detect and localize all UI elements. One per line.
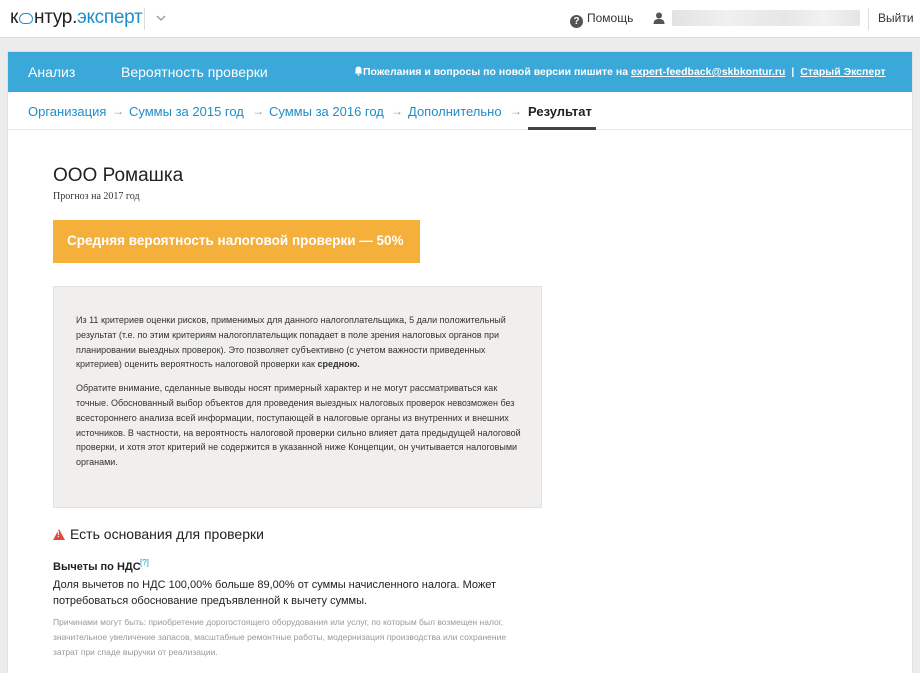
top-bar bbox=[0, 0, 920, 38]
breadcrumb-sums-2016[interactable]: Суммы за 2016 год bbox=[269, 104, 384, 119]
grounds-heading bbox=[53, 526, 264, 542]
main-panel bbox=[8, 52, 912, 673]
breadcrumb-arrow-icon: → bbox=[510, 104, 522, 118]
breadcrumb-result: Результат bbox=[528, 104, 592, 119]
help-label: Помощь bbox=[587, 11, 634, 25]
forecast-year: Прогноз на 2017 год bbox=[53, 191, 140, 202]
info-box bbox=[53, 286, 542, 508]
grounds-title: Есть основания для проверки bbox=[70, 526, 264, 542]
breadcrumb-arrow-icon: → bbox=[112, 104, 124, 118]
info-paragraph bbox=[76, 313, 521, 372]
company-name: ООО Ромашка bbox=[53, 165, 184, 186]
breadcrumb-additional[interactable]: Дополнительно bbox=[408, 104, 502, 119]
divider bbox=[868, 8, 869, 30]
vat-title: Вычеты по НДС bbox=[53, 561, 141, 573]
info-paragraph-emphasis: средною. bbox=[317, 359, 360, 370]
divider bbox=[144, 8, 145, 30]
logo-product: эксперт bbox=[77, 7, 143, 28]
feedback-email-link[interactable]: expert-feedback@skbkontur.ru bbox=[630, 66, 786, 78]
breadcrumb-arrow-icon: → bbox=[252, 104, 264, 118]
vat-help-link[interactable]: [?] bbox=[140, 558, 149, 567]
logo-cloud-icon bbox=[19, 13, 33, 24]
logo-rest: нтур. bbox=[34, 7, 78, 28]
active-step-indicator bbox=[528, 127, 596, 130]
feedback-separator: | bbox=[791, 66, 795, 78]
help-link[interactable] bbox=[570, 11, 633, 28]
breadcrumb bbox=[8, 92, 912, 130]
chevron-down-icon[interactable] bbox=[154, 11, 168, 25]
kontur-expert-logo[interactable] bbox=[10, 7, 142, 29]
question-icon: ? bbox=[570, 15, 583, 28]
user-name-redacted bbox=[672, 10, 860, 26]
vat-description: Доля вычетов по НДС 100,00% больше 89,00% от суммы начисленного налога. Может потребоваться обоснование предъявленной к вычету суммы. bbox=[53, 579, 497, 607]
vat-note: Причинами могут быть: приобретение дорогостоящего оборудования или услуг, по которым был возмещен налог, значительное увеличение запасов, масштабные ремонтные работы, модернизация производства или сохранение затрат при спаде выручки от реализации. bbox=[53, 617, 507, 657]
tab-analysis[interactable]: Анализ bbox=[28, 64, 76, 80]
breadcrumb-arrow-icon: → bbox=[391, 104, 403, 118]
bell-icon bbox=[354, 66, 363, 76]
feedback-text: Пожелания и вопросы по новой версии пишите на bbox=[363, 66, 629, 78]
logout-button[interactable]: Выйти bbox=[878, 11, 914, 25]
nav-bar bbox=[8, 52, 912, 92]
logo-prefix: к bbox=[10, 7, 19, 28]
breadcrumb-sums-2015[interactable]: Суммы за 2015 год bbox=[129, 104, 244, 119]
old-expert-link[interactable]: Старый Эксперт bbox=[800, 66, 886, 78]
tab-probability[interactable]: Вероятность проверки bbox=[121, 64, 268, 80]
probability-banner: Средняя вероятность налоговой проверки — 50% bbox=[53, 220, 420, 263]
warning-icon bbox=[53, 529, 65, 540]
breadcrumb-organization[interactable]: Организация bbox=[28, 104, 107, 119]
feedback-notice bbox=[354, 66, 886, 78]
info-paragraph: Обратите внимание, сделанные выводы носят примерный характер и не могут рассматриваться как точные. Обоснованный выбор объектов для проведения выездных налоговых проверок невозможен без всестороннего анализа всей информации, поступающей в налоговые органы из внутренних и внешних источников. В частности, на вероятность налоговой проверки сильно влияет дата предыдущей налоговой проверки, и хотя этот критерий не содержится в указанной ниже Концепции, он учитывается налоговыми органами. bbox=[76, 383, 521, 468]
info-paragraph-text: Из 11 критериев оценки рисков, применимых для данного налогоплательщика, 5 дали положительный результат (т.е. по этим критериям налогоплательщик попадает в поле зрения налоговых органов при планировании выездных проверок). Это позволяет субъективно (с учетом важности приведенных критериев) оценить вероятность налоговой проверки как bbox=[76, 315, 506, 370]
user-icon bbox=[652, 11, 666, 25]
